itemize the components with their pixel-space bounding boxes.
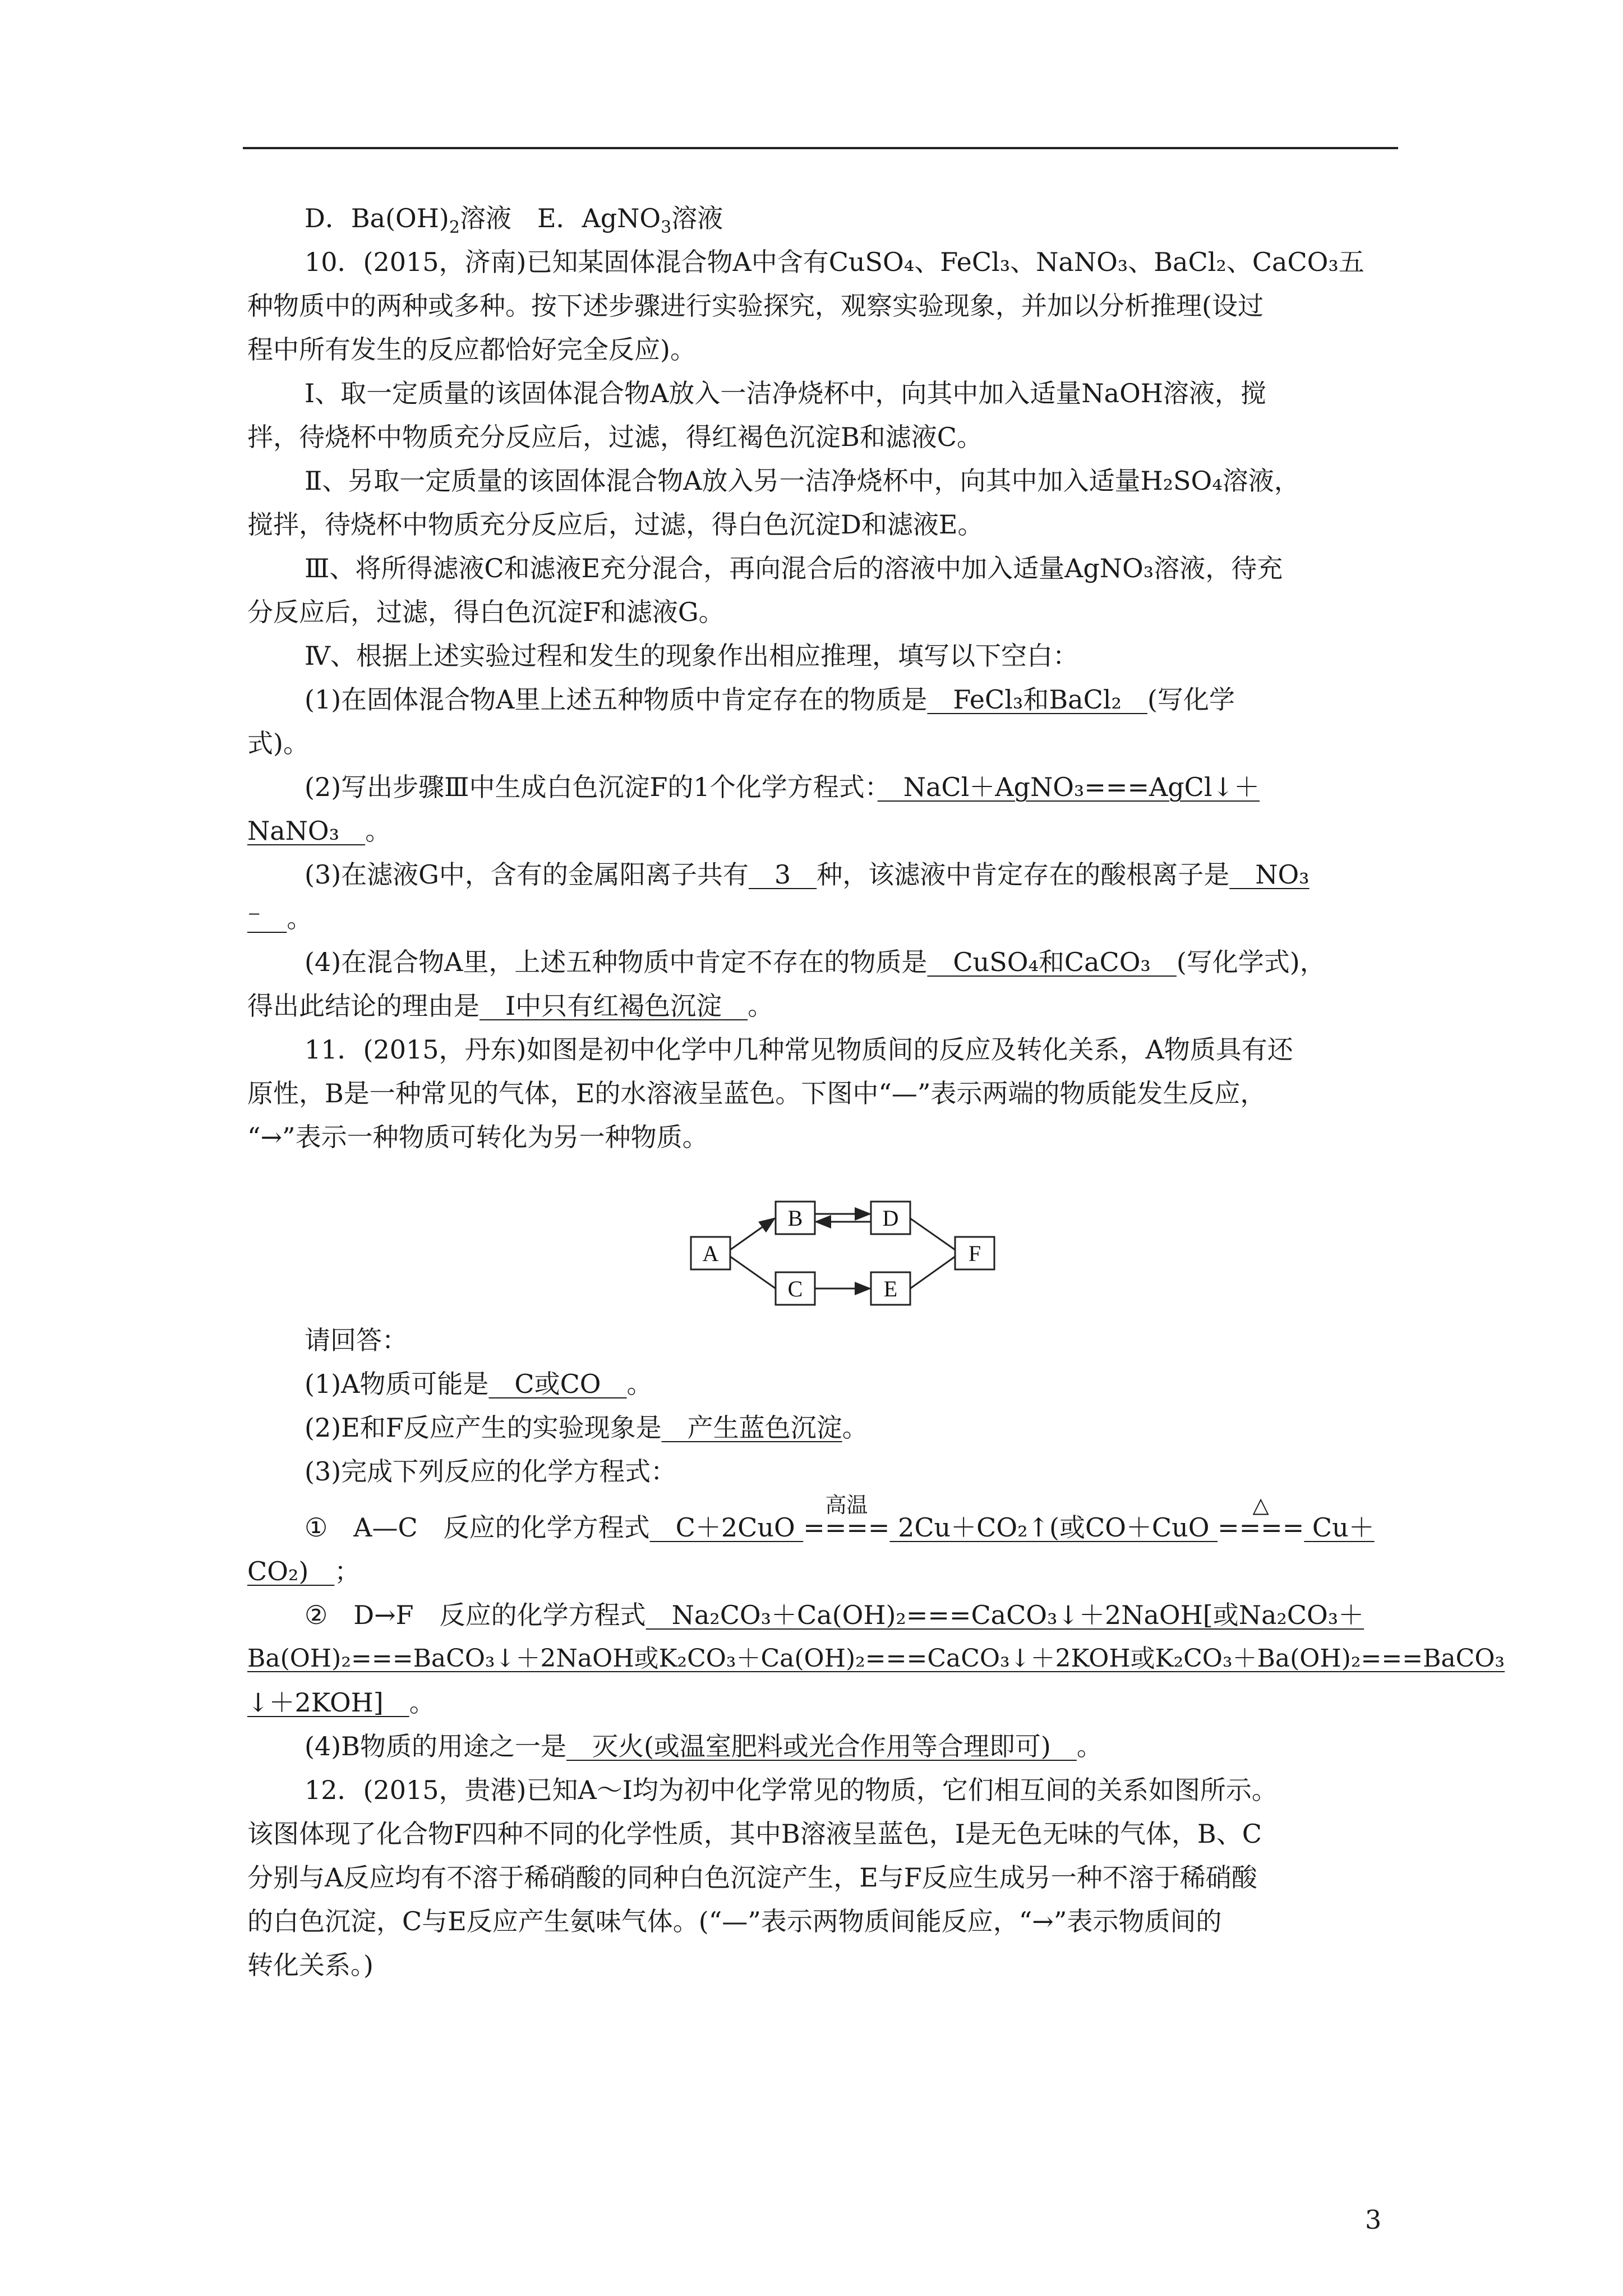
q10-step2-line2: 搅拌，待烧杯中物质充分反应后，过滤，得白色沉淀D和滤液E。 xyxy=(247,509,984,540)
q11-eq1-cont: CO₂) ； xyxy=(247,1556,361,1586)
link-d-f xyxy=(910,1218,955,1250)
page-number: 3 xyxy=(1365,2205,1382,2235)
node-c: C xyxy=(787,1276,803,1301)
q11-eq2: ② D→F 反应的化学方程式 Na₂CO₃＋Ca(OH)₂===CaCO₃↓＋2NaOH[或Na₂CO₃＋ xyxy=(305,1600,1364,1630)
q10-part1-cont: 式)。 xyxy=(247,728,309,758)
q10-part4-reason-answer: Ⅰ中只有红褐色沉淀 xyxy=(479,991,748,1021)
q10-part3-answer2: NO₃ xyxy=(1229,859,1310,890)
reaction-diagram xyxy=(690,1200,1004,1307)
link-e-f xyxy=(910,1257,955,1289)
q11-part4-answer: 灭火(或温室肥料或光合作用等合理即可) xyxy=(566,1731,1077,1761)
q9-options: D．$Ba(OH)_2$溶液 E．AgNO$_3$溶液 xyxy=(305,203,723,238)
header-rule xyxy=(243,147,1398,149)
q12-stem-line1: 12．(2015，贵港)已知A～I均为初中化学常见的物质，它们相互间的关系如图所示。 xyxy=(305,1775,1278,1805)
q11-stem-line2: 原性，B是一种常见的气体，E的水溶液呈蓝色。下图中“—”表示两端的物质能发生反应， xyxy=(247,1078,1266,1108)
q10-stem-line3: 程中所有发生的反应都恰好完全反应)。 xyxy=(247,334,696,365)
q10-part3: (3)在滤液G中，含有的金属阳离子共有 3 种，该滤液中肯定存在的酸根离子是 NO₃ xyxy=(305,859,1310,890)
q11-ask: 请回答： xyxy=(305,1325,408,1355)
q11-stem-line1: 11．(2015，丹东)如图是初中化学中几种常见物质间的反应及转化关系，A物质具有还 xyxy=(305,1034,1293,1065)
q10-step4: Ⅳ、根据上述实验过程和发生的现象作出相应推理，填写以下空白： xyxy=(305,641,1078,671)
q11-part1: (1)A物质可能是 C或CO 。 xyxy=(305,1369,653,1399)
q10-part2: (2)写出步骤Ⅲ中生成白色沉淀F的1个化学方程式： NaCl＋AgNO₃===AgCl↓＋ xyxy=(305,772,1260,802)
link-a-c xyxy=(730,1257,776,1289)
q10-part3-answer: 3 xyxy=(748,859,817,890)
q10-step2-line1: Ⅱ、另取一定质量的该固体混合物A放入另一洁净烧杯中，向其中加入适量H₂SO₄溶液， xyxy=(305,466,1300,496)
q12-stem-line2: 该图体现了化合物F四种不同的化学性质，其中B溶液呈蓝色，I是无色无味的气体，B、C xyxy=(247,1819,1262,1849)
q11-part2-answer: 产生蓝色沉淀 xyxy=(661,1412,842,1443)
q10-part2-answer: NaCl＋AgNO₃===AgCl↓＋ xyxy=(877,772,1260,802)
node-e: E xyxy=(883,1276,898,1301)
q10-step1-line2: 拌，待烧杯中物质充分反应后，过滤，得红褐色沉淀B和滤液C。 xyxy=(247,422,983,452)
arrow-a-to-b xyxy=(730,1218,774,1250)
q10-part4-reason: 得出此结论的理由是 Ⅰ中只有红褐色沉淀 。 xyxy=(247,991,774,1021)
q10-part1: (1)在固体混合物A里上述五种物质中肯定存在的物质是 FeCl₃和BaCl₂ (写化学 xyxy=(305,684,1235,715)
q11-part3: (3)完成下列反应的化学方程式： xyxy=(305,1456,677,1487)
q10-step3-line1: Ⅲ、将所得滤液C和滤液E充分混合，再向混合后的溶液中加入适量AgNO₃溶液，待充 xyxy=(305,553,1283,583)
q11-eq2-cont2: ↓＋2KOH] 。 xyxy=(247,1687,435,1718)
q10-part4: (4)在混合物A里，上述五种物质中肯定不存在的物质是 CuSO₄和CaCO₃ (写化学式)， xyxy=(305,947,1326,977)
q10-part4-answer: CuSO₄和CaCO₃ xyxy=(927,947,1177,977)
q10-stem-line2: 种物质中的两种或多种。按下述步骤进行实验探究，观察实验现象，并加以分析推理(设过 xyxy=(247,291,1264,321)
node-f: F xyxy=(968,1241,981,1266)
q12-stem-line4: 的白色沉淀，C与E反应产生氨味气体。(“—”表示两物质间能反应，“→”表示物质间的 xyxy=(247,1906,1222,1936)
q12-stem-line5: 转化关系。) xyxy=(247,1950,374,1980)
node-a: A xyxy=(702,1241,719,1266)
q11-eq2-cont: Ba(OH)₂===BaCO₃↓＋2NaOH或K₂CO₃＋Ca(OH)₂===CaCO₃↓＋2KOH或K₂CO₃＋Ba(OH)₂===BaCO₃ xyxy=(247,1644,1505,1673)
q10-part1-answer: FeCl₃和BaCl₂ xyxy=(927,684,1147,715)
q11-eq2-answer: Na₂CO₃＋Ca(OH)₂===CaCO₃↓＋2NaOH[或Na₂CO₃＋ xyxy=(645,1600,1364,1630)
q10-part2-cont: NaNO₃ 。 xyxy=(247,816,391,846)
node-b: B xyxy=(787,1205,803,1231)
q11-part4: (4)B物质的用途之一是 灭火(或温室肥料或光合作用等合理即可) 。 xyxy=(305,1731,1103,1761)
q11-stem-line3: “→”表示一种物质可转化为另一种物质。 xyxy=(247,1122,708,1152)
q11-eq1: ① A—C 反应的化学方程式 C＋2CuO 高温 ==== 2Cu＋CO₂↑(或CO＋CuO △ ==== Cu＋ xyxy=(305,1493,1375,1543)
q11-part2: (2)E和F反应产生的实验现象是 产生蓝色沉淀。 xyxy=(305,1412,868,1443)
q10-part2-answer-cont: NaNO₃ xyxy=(247,816,366,846)
node-d: D xyxy=(882,1205,899,1231)
q10-stem-line1: 10．(2015，济南)已知某固体混合物A中含有CuSO₄、FeCl₃、NaNO₃、BaCl₂、CaCO₃五 xyxy=(305,247,1364,277)
q10-step3-line2: 分反应后，过滤，得白色沉淀F和滤液G。 xyxy=(247,597,725,627)
q10-part3-cont: ⁻ 。 xyxy=(247,903,313,933)
q10-step1-line1: Ⅰ、取一定质量的该固体混合物A放入一洁净烧杯中，向其中加入适量NaOH溶液，搅 xyxy=(305,378,1266,408)
q11-eq1-answer: C＋2CuO 高温 ==== 2Cu＋CO₂↑(或CO＋CuO △ ==== Cu＋ xyxy=(649,1493,1375,1543)
q11-part1-answer: C或CO xyxy=(488,1369,627,1399)
q12-stem-line3: 分别与A反应均有不溶于稀硝酸的同种白色沉淀产生，E与F反应生成另一种不溶于稀硝酸 xyxy=(247,1862,1257,1893)
